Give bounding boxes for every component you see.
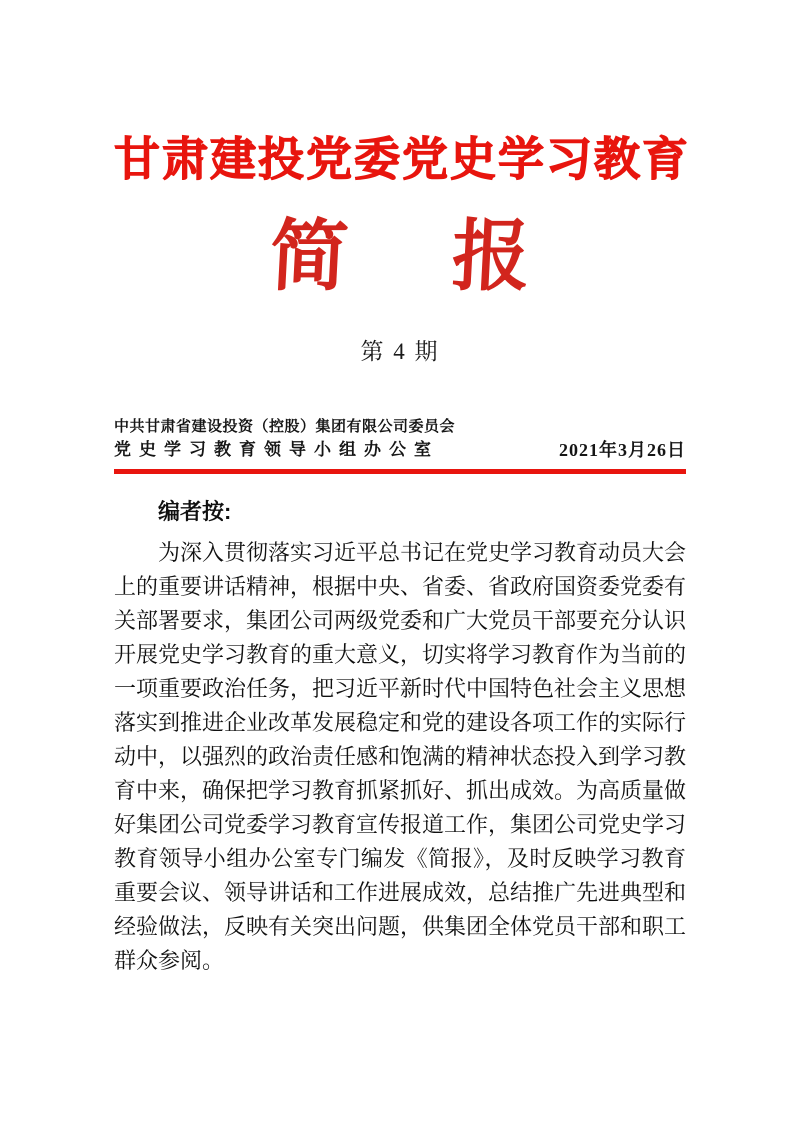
issuer-left: [114, 416, 455, 462]
editor-note-label: 编者按:: [158, 498, 232, 524]
editor-note-paragraph: 为深入贯彻落实习近平总书记在党史学习教育动员大会上的重要讲话精神，根据中央、省委、省政府国资委党委有关部署要求，集团公司两级党委和广大党员干部要充分认识开展党史学习教育的重大意义，切实将学习教育作为当前的一项重要政治任务，把习近平新时代中国特色社会主义思想落实到推进企业改革发展稳定和党的建设各项工作的实际行动中，以强烈的政治责任感和饱满的精神状态投入到学习教育中来，确保把学习教育抓紧抓好、抓出成效。为高质量做好集团公司党委学习教育宣传报道工作，集团公司党史学习教育领导小组办公室专门编发《简报》，及时反映学习教育重要会议、领导讲话和工作进展成效，总结推广先进典型和经验做法，反映有关突出问题，供集团全体党员干部和职工群众参阅。: [114, 540, 687, 974]
subtitle-char-bao: 报: [449, 213, 533, 301]
issue-number: 第 4 期: [360, 339, 440, 365]
issue-date: 2021年3月26日: [559, 439, 686, 460]
content-column: [114, 0, 690, 978]
masthead-subtitle: [112, 213, 688, 301]
issuer-committee-name: 中共甘肃省建设投资（控股）集团有限公司委员会: [114, 418, 456, 435]
issuer-block: [114, 416, 686, 462]
subtitle-char-jian: 简: [267, 213, 351, 301]
issuer-office-name: 党史学习教育领导小组办公室: [114, 439, 439, 459]
masthead-rule: [114, 469, 686, 474]
masthead-title: 甘肃建投党委党史学习教育: [114, 134, 690, 185]
